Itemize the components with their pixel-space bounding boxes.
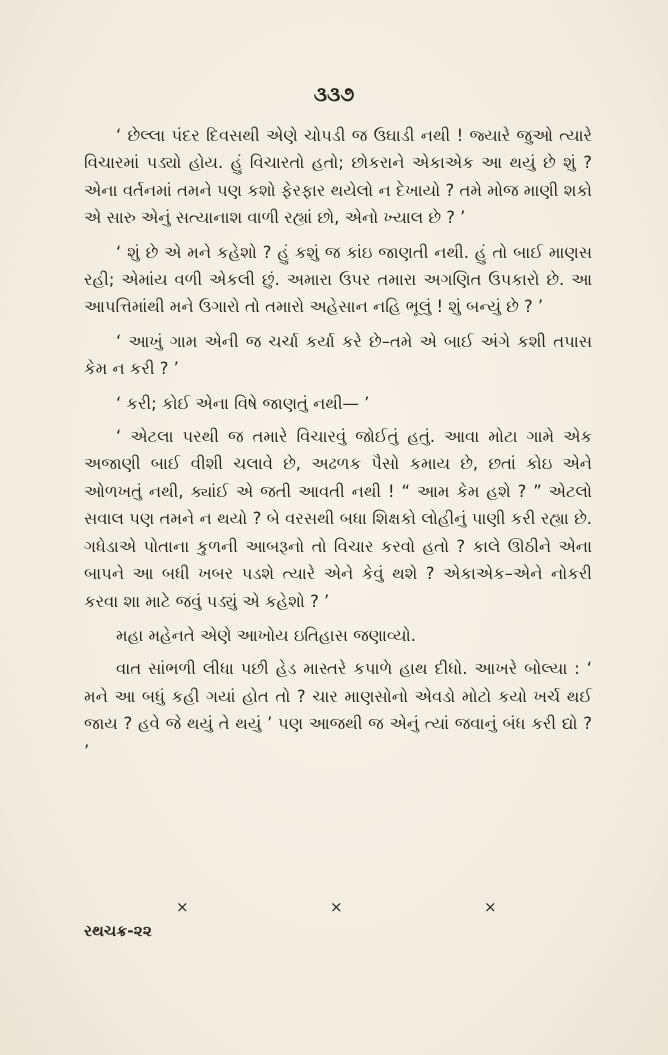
separator-mark: × [176, 898, 189, 916]
signature-mark: રથચક્ર-૨૨ [84, 922, 152, 940]
separator-mark: × [484, 898, 497, 916]
paragraph-4: ‘ કરી; કોઈ એના વિષે જાણતું નથી— ’ [116, 393, 370, 413]
separator-mark: × [330, 898, 343, 916]
paragraph-2: ‘ શું છે એ મને કહેશો ? હું કશું જ કાંઇ જાણતી નથી. હું તો બાઈ માણસ રહી; એમાંય વળી એકલી છું. અમારા ઉપર તમારા અગણિત ઉપકારો છે. આ આપત્તિમાંથી મને ઉગારો તો તમારો અહેસાન નહિ ભૂલું ! શું બન્યું છે ? ’ [84, 242, 592, 317]
paragraph-5: ‘ એટલા પરથી જ તમારે વિચારવું જોઈતું હતું. આવા મોટા ગામે એક અજાણી બાઈ વીશી ચલાવે છે, અઢળક પૈસો કમાય છે, છતાં કોઇ એને ઓળખતું નથી, ક્યાંઈ એ જતી આવતી નથી ! “ આમ કેમ હશે ? ” એટલો સવાલ પણ તમને ન થયો ? બે વરસથી બધા શિક્ષકો લોહીનું પાણી કરી રહ્યા છે. ગધેડાએ પોતાના કુળની આબરૂનો તો વિચાર કરવો હતો ? કાલે ઊઠીને એના બાપને આ બધી ખબર પડશે ત્યારે એને કેવું થશે ? એકાએક–એને નોકરી કરવા શા માટે જવું પડ્યું એ કહેશો ? ’ [84, 427, 592, 611]
paragraph-1: ‘ છેલ્લા પંદર દિવસથી એણે ચોપડી જ ઉઘાડી નથી ! જ્યારે જુઓ ત્યારે વિચારમાં પડ્યો હોય. હું વિચારતો હતો; છોકરાને એકાએક આ થયું છે શું ? એના વર્તનમાં તમને પણ કશો ફેરફાર થયેલો ન દેખાયો ? તમે મોજ માણી શકો એ સારુ એનું સત્યાનાશ વાળી રહ્યાં છો, એનો ખ્યાલ છે ? ’ [84, 126, 592, 228]
page-body [84, 122, 592, 772]
page-number: ૩૩૭ [313, 82, 355, 106]
paragraph-6: મહા મહેનતે એણે આખોય ઇતિહાસ જણાવ્યો. [116, 625, 416, 645]
paragraph-7: વાત સાંભળી લીધા પછી હેડ માસ્તરે કપાળે હાથ દીધો. આખરે બોલ્યા : ‘ મને આ બધું કહી ગયાં હોત તો ? ચાર માણસોનો એવડો મોટો કયો ખર્ચ થઈ જાય ? હવે જે થયું તે થયું ’ પણ આજથી જ એનું ત્યાં જવાનું બંધ કરી દ્યો ? ’ [84, 659, 592, 761]
paragraph-3: ‘ આખું ગામ એની જ ચર્ચા કર્યા કરે છે–તમે એ બાઈ અંગે કશી તપાસ કેમ ન કરી ? ’ [84, 331, 592, 379]
